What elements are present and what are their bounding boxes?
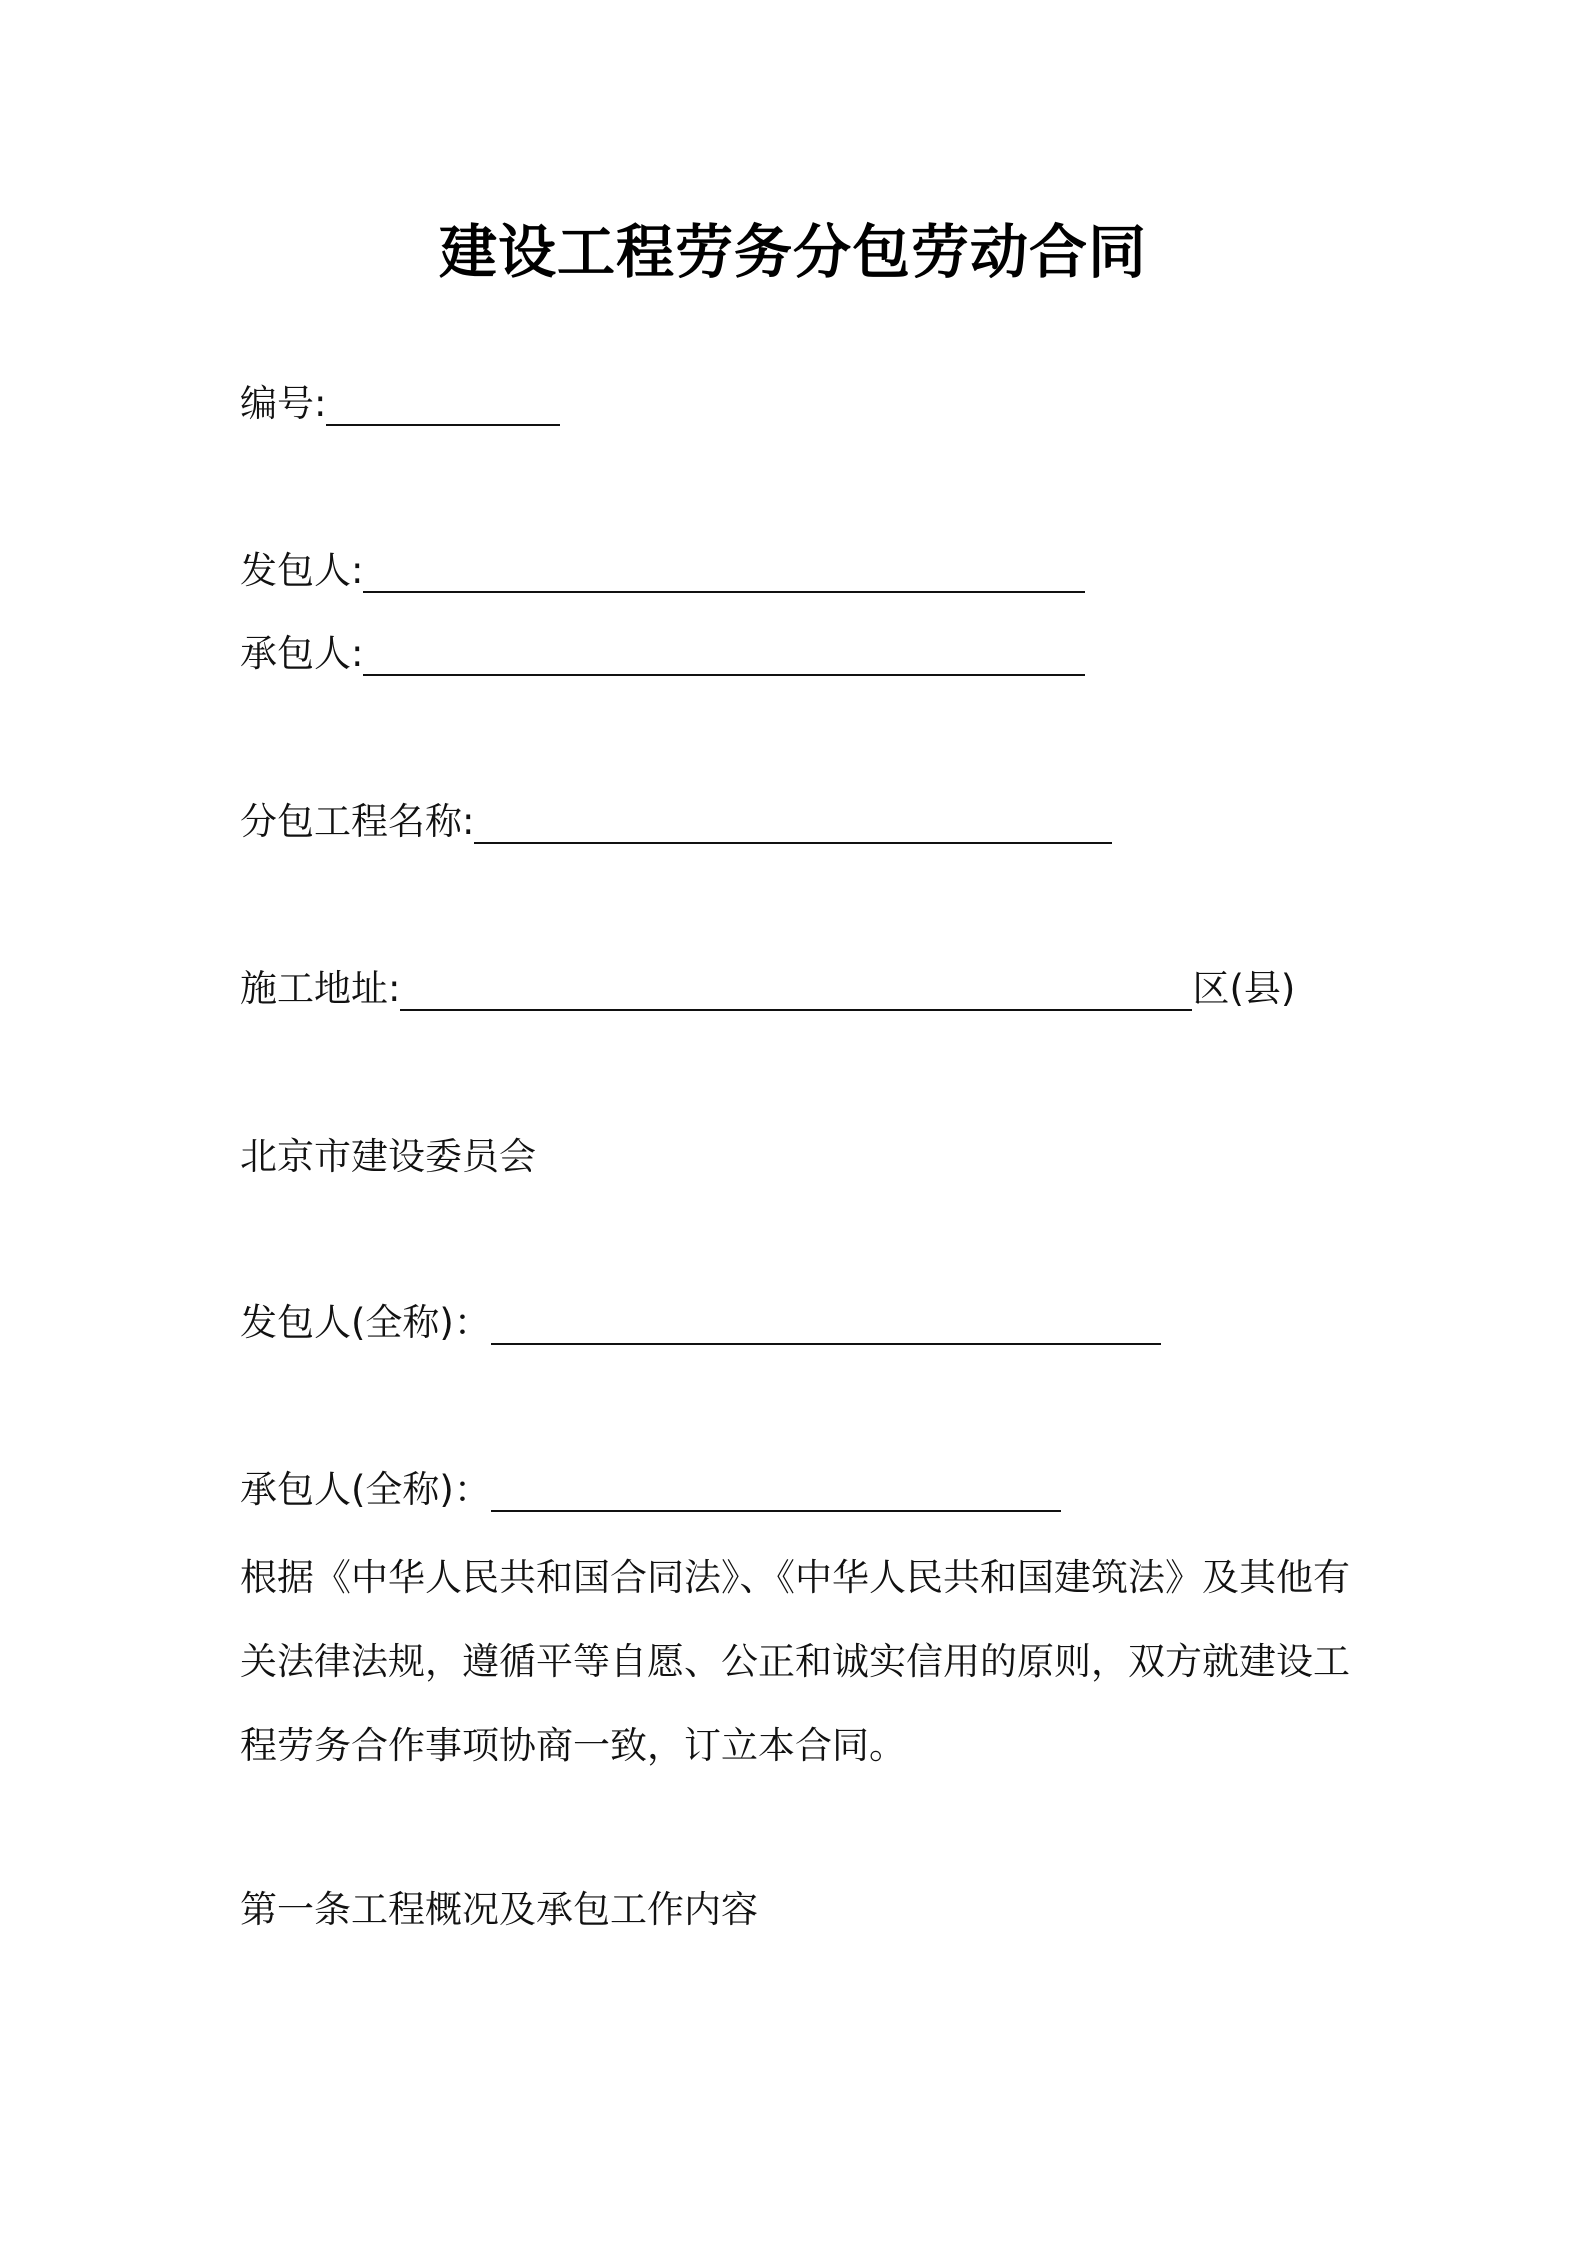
contractor-full-blank[interactable] bbox=[491, 1466, 1061, 1512]
employer-label: 发包人: bbox=[240, 549, 364, 592]
employer-blank[interactable] bbox=[363, 547, 1085, 593]
site-address-suffix: 区(县) bbox=[1192, 967, 1296, 1010]
employer-row bbox=[240, 545, 1085, 597]
preamble-line: 根据《中华人民共和国合同法》、《中华人民共和国建筑法》及其他有 bbox=[240, 1556, 1350, 1599]
contractor-blank[interactable] bbox=[363, 630, 1085, 676]
number-blank[interactable] bbox=[326, 380, 560, 426]
employer-full-label: 发包人(全称)： bbox=[240, 1301, 491, 1344]
project-name-row bbox=[240, 796, 1112, 848]
document-title: 建设工程劳务分包劳动合同 bbox=[438, 218, 1147, 286]
site-address-label: 施工地址: bbox=[240, 967, 401, 1010]
project-name-blank[interactable] bbox=[474, 798, 1112, 844]
contractor-full-row bbox=[240, 1464, 1061, 1516]
contractor-full-label: 承包人(全称)： bbox=[240, 1468, 491, 1511]
employer-full-row bbox=[240, 1297, 1161, 1349]
preamble-line: 关法律法规，遵循平等自愿、公正和诚实信用的原则，双方就建设工 bbox=[240, 1640, 1350, 1683]
project-name-label: 分包工程名称: bbox=[240, 800, 475, 843]
number-row bbox=[240, 378, 560, 430]
preamble-line: 程劳务合作事项协商一致，订立本合同。 bbox=[240, 1724, 906, 1767]
site-address-row bbox=[240, 963, 1295, 1015]
article-one-heading: 第一条工程概况及承包工作内容 bbox=[240, 1888, 758, 1931]
employer-full-blank[interactable] bbox=[491, 1299, 1161, 1345]
contractor-label: 承包人: bbox=[240, 632, 364, 675]
issuer-row bbox=[240, 1131, 536, 1183]
site-address-blank[interactable] bbox=[400, 965, 1192, 1011]
article-one-row bbox=[240, 1884, 758, 1936]
issuer-text: 北京市建设委员会 bbox=[240, 1135, 536, 1178]
number-label: 编号: bbox=[240, 382, 327, 425]
contractor-row bbox=[240, 628, 1085, 680]
preamble-paragraph bbox=[240, 1536, 1370, 1788]
